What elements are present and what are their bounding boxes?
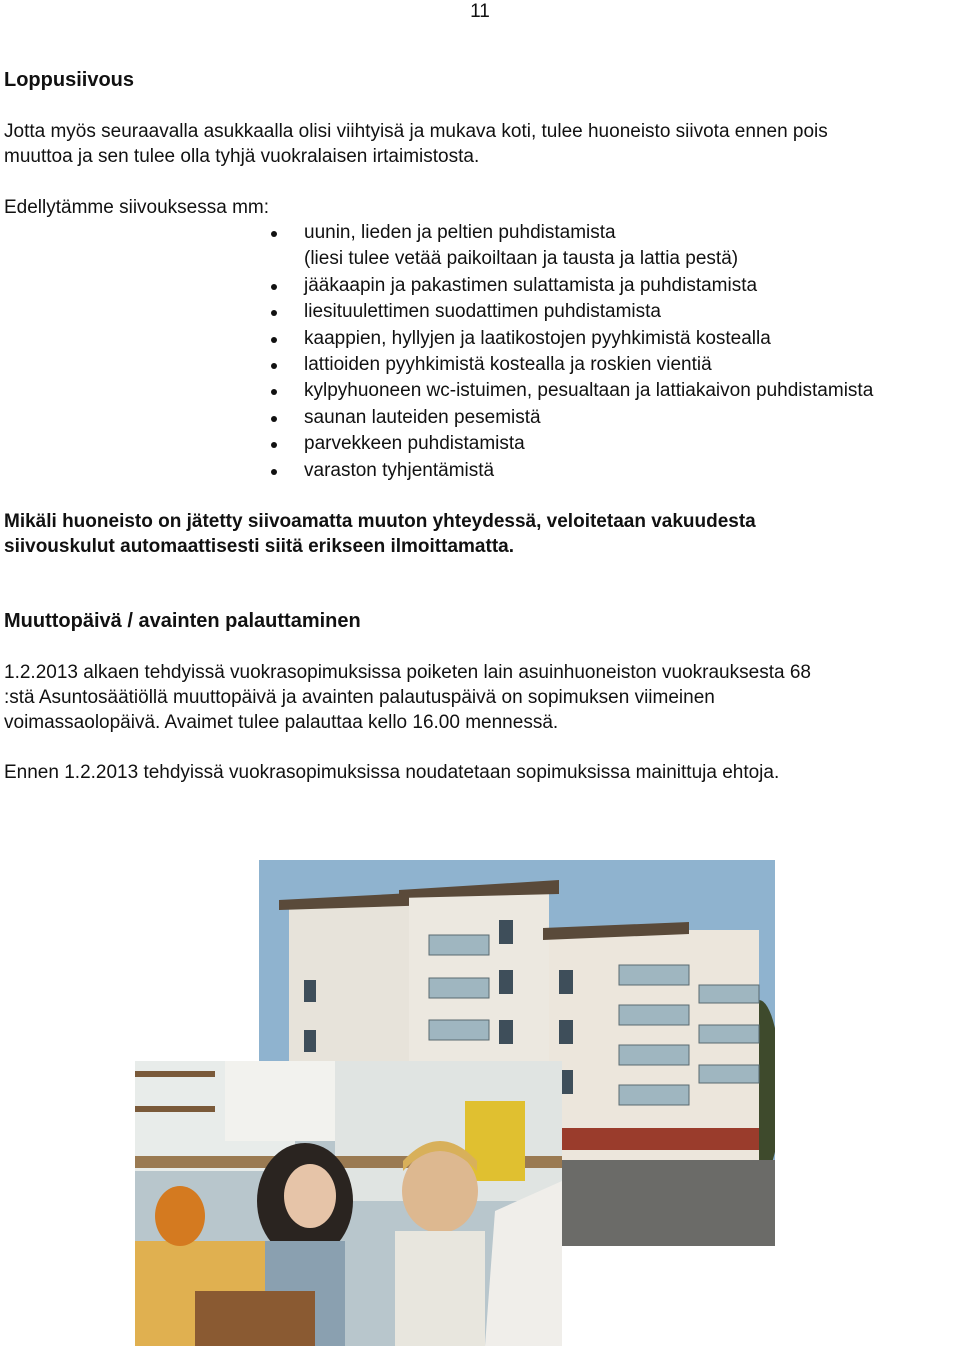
intro-line-2: muuttoa ja sen tulee olla tyhjä vuokralaisen irtaimistosta.	[4, 146, 480, 167]
bullet-icon	[271, 442, 277, 448]
bullet-icon	[271, 363, 277, 369]
bullet-icon	[271, 337, 277, 343]
list-item-text: varaston tyhjentämistä	[304, 459, 495, 481]
list-item-text: (liesi tulee vetää paikoiltaan ja tausta ja lattia pestä)	[304, 248, 739, 270]
list-item-text: kylpyhuoneen wc-istuimen, pesualtaan ja lattiakaivon puhdistamista	[304, 380, 874, 402]
kitchen-people-photo	[135, 1061, 562, 1346]
para2: Ennen 1.2.2013 tehdyissä vuokrasopimuksissa noudatetaan sopimuksissa mainittuja ehtoja.	[4, 762, 780, 783]
list-item-text: liesituulettimen suodattimen puhdistamista	[304, 301, 661, 323]
section-heading-moving-day: Muuttopäivä / avainten palauttaminen	[4, 610, 361, 632]
bullet-icon	[271, 284, 277, 290]
warning-line-1: Mikäli huoneisto on jätetty siivoamatta muuton yhteydessä, veloitetaan vakuudesta	[4, 511, 756, 532]
list-item	[0, 405, 873, 431]
list-item-text: lattioiden pyyhkimistä kostealla ja roskien vientiä	[304, 354, 712, 376]
cleaning-requirements-list	[0, 220, 873, 484]
list-item	[0, 220, 873, 246]
section-heading-cleaning: Loppusiivous	[4, 69, 134, 91]
list-item	[0, 431, 873, 457]
page-number: 11	[470, 1, 490, 22]
list-item	[0, 273, 873, 299]
list-item-text: uunin, lieden ja peltien puhdistamista	[304, 222, 616, 243]
warning-line-2: siivouskulut automaattisesti siitä erikseen ilmoittamatta.	[4, 536, 514, 557]
list-item	[0, 458, 873, 484]
list-item	[0, 299, 873, 325]
bullet-icon	[271, 389, 277, 395]
list-item-text: parvekkeen puhdistamista	[304, 433, 525, 455]
list-intro: Edellytämme siivouksessa mm:	[4, 197, 270, 218]
para1-line-2: :stä Asuntosäätiöllä muuttopäivä ja avainten palautuspäivä on sopimuksen viimeinen	[4, 687, 715, 708]
intro-line-1: Jotta myös seuraavalla asukkaalla olisi viihtyisä ja mukava koti, tulee huoneisto siivota ennen pois	[4, 121, 828, 142]
bullet-icon	[271, 469, 277, 475]
list-item	[0, 246, 873, 272]
bullet-icon	[271, 310, 277, 316]
para1-line-3: voimassaolopäivä. Avaimet tulee palauttaa kello 16.00 mennessä.	[4, 712, 559, 733]
list-item-text: saunan lauteiden pesemistä	[304, 406, 541, 428]
bullet-icon	[271, 416, 277, 422]
bullet-icon	[271, 231, 277, 237]
para1-line-1: 1.2.2013 alkaen tehdyissä vuokrasopimuksissa poiketen lain asuinhuoneiston vuokrauksesta 68	[4, 662, 811, 683]
list-item	[0, 378, 873, 404]
list-item-text: kaappien, hyllyjen ja laatikostojen pyyhkimistä kostealla	[304, 327, 771, 349]
list-item-text: jääkaapin ja pakastimen sulattamista ja puhdistamista	[304, 274, 758, 296]
list-item	[0, 352, 873, 378]
list-item	[0, 326, 873, 352]
